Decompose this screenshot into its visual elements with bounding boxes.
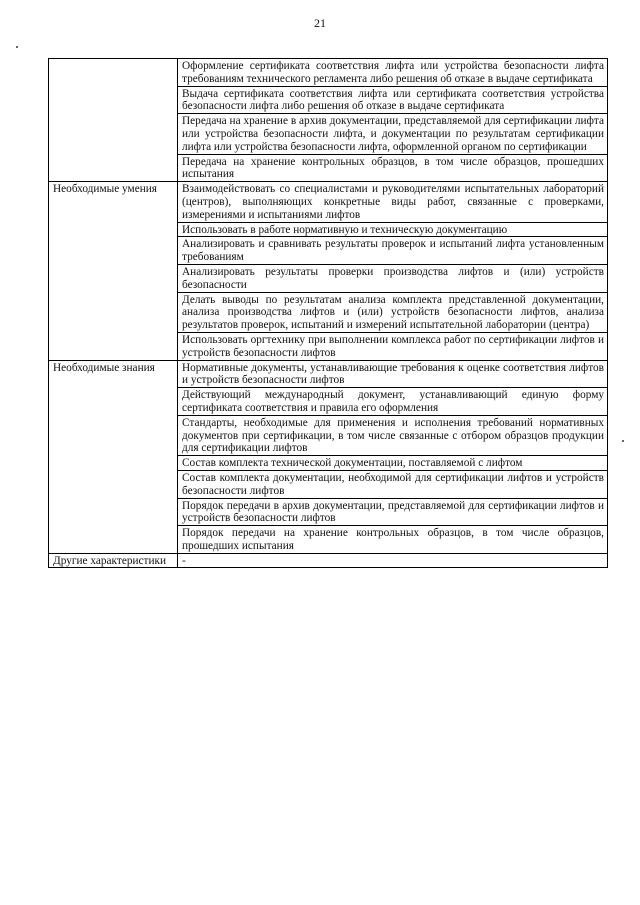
row-label: Другие характеристики	[49, 553, 178, 568]
knowledge-cell: Нормативные документы, устанавливающие требования к оценке соответствия лифтов и устройств безопасности лифтов	[178, 360, 608, 388]
table-row	[49, 360, 608, 388]
requirement-cell: Передача на хранение в архив документации, представляемой для сертификации лифта или устройства безопасности лифта, и документации по результатам сертификации лифта или устройства безопасности лифта, оформленной органом по сертификации	[178, 114, 608, 154]
knowledge-cell: Состав комплекта технической документации, поставляемой с лифтом	[178, 456, 608, 471]
requirement-cell: Передача на хранение контрольных образцов, в том числе образцов, прошедших испытания	[178, 154, 608, 182]
skill-cell: Анализировать и сравнивать результаты проверок и испытаний лифта установленным требованиям	[178, 237, 608, 265]
page-number: 21	[314, 16, 326, 30]
row-label: Необходимые умения	[49, 182, 178, 360]
other-characteristics-cell: -	[178, 553, 608, 568]
requirements-table	[48, 58, 608, 568]
row-label	[49, 59, 178, 182]
knowledge-cell: Состав комплекта документации, необходимой для сертификации лифтов и устройств безопасности лифтов	[178, 470, 608, 498]
table-row	[49, 182, 608, 222]
requirement-cell: Оформление сертификата соответствия лифта или устройства безопасности лифта требованиям технического регламента либо решения об отказе в выдаче сертификата	[178, 59, 608, 87]
skill-cell: Использовать в работе нормативную и техническую документацию	[178, 222, 608, 237]
knowledge-cell: Порядок передачи на хранение контрольных образцов, в том числе образцов, прошедших испытания	[178, 526, 608, 554]
knowledge-cell: Порядок передачи в архив документации, представляемой для сертификации лифтов и устройств безопасности лифтов	[178, 498, 608, 526]
skill-cell: Использовать оргтехнику при выполнении комплекса работ по сертификации лифтов и устройств безопасности лифтов	[178, 332, 608, 360]
skill-cell: Взаимодействовать со специалистами и руководителями испытательных лабораторий (центров), выполняющих конкретные виды работ, связанные с проверками, измерениями и испытаниями лифтов	[178, 182, 608, 222]
scan-speck	[16, 46, 18, 48]
skill-cell: Анализировать результаты проверки производства лифтов и (или) устройств безопасности	[178, 264, 608, 292]
table-row	[49, 59, 608, 87]
knowledge-cell: Стандарты, необходимые для применения и исполнения требований нормативных документов при сертификации, в том числе связанные с отбором образцов продукции для сертификации лифтов	[178, 415, 608, 455]
skill-cell: Делать выводы по результатам анализа комплекта представленной документации, анализа производства лифтов и (или) устройств безопасности лифтов, анализа результатов проверок, испытаний и измерений испытательной лаборатории (центра)	[178, 292, 608, 332]
table-row	[49, 553, 608, 568]
knowledge-cell: Действующий международный документ, устанавливающий единую форму сертификата соответствия и правила его оформления	[178, 388, 608, 416]
scan-speck	[622, 440, 624, 442]
requirement-cell: Выдача сертификата соответствия лифта или сертификата соответствия устройства безопасности лифта либо решения об отказе в выдаче сертификата	[178, 86, 608, 114]
row-label: Необходимые знания	[49, 360, 178, 553]
